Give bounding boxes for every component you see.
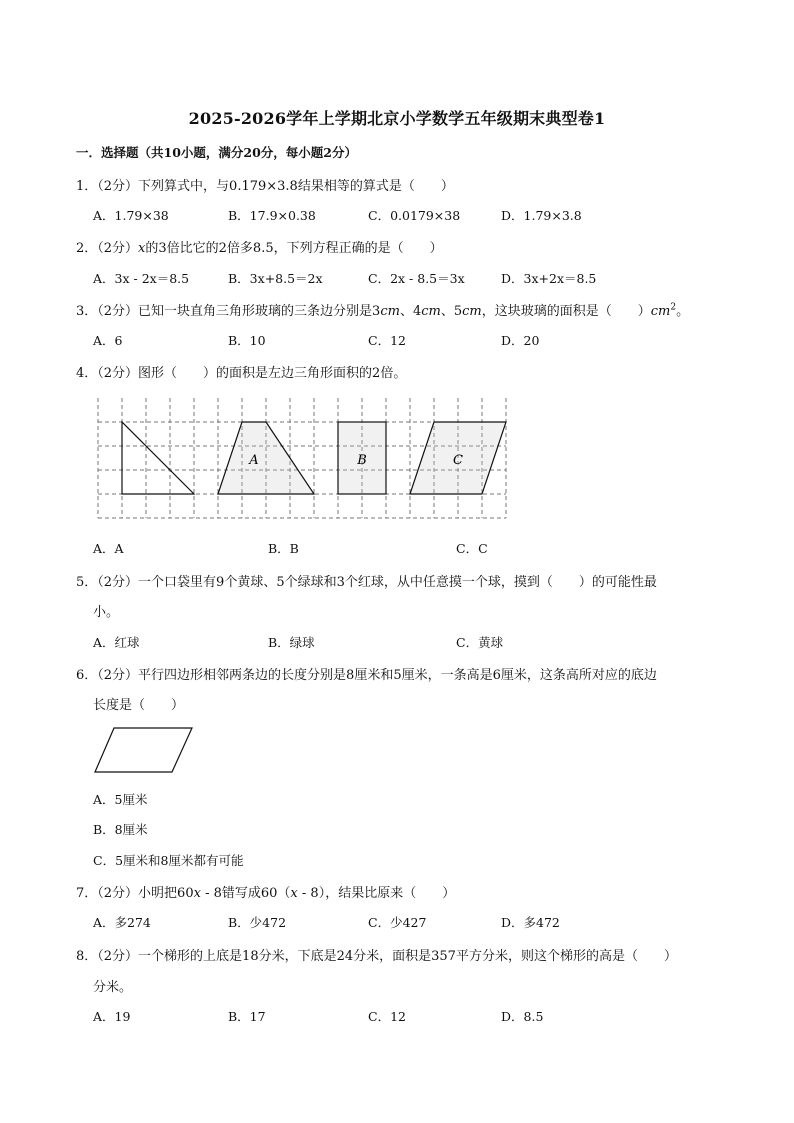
- question-6-option-a[interactable]: A．5厘米: [93, 792, 148, 807]
- question-3-option-d[interactable]: D．20: [501, 333, 540, 348]
- unit-cm: cm: [380, 304, 400, 319]
- unit-cm: cm: [421, 304, 441, 319]
- question-4-option-a[interactable]: A．A: [93, 541, 124, 556]
- question-2-stem: [76, 237, 443, 256]
- reference-triangle: [122, 422, 194, 494]
- question-8-stem-line1: 8．（2分）一个梯形的上底是18分米，下底是24分米，面积是357平方分米，则这个梯形的高是（ ）: [76, 949, 677, 964]
- question-5-stem-line1: 5．（2分）一个口袋里有9个黄球、5个绿球和3个红球，从中任意摸一个球，摸到（ ）的可能性最: [76, 575, 657, 590]
- question-1-option-c[interactable]: C．0.0179×38: [368, 208, 461, 223]
- question-6-parallelogram-figure: [92, 725, 196, 775]
- question-7-option-c[interactable]: C．少427: [368, 915, 427, 930]
- superscript-2: 2: [670, 302, 677, 313]
- question-4-option-c[interactable]: C．C: [456, 541, 488, 556]
- question-7-stem-part: 7．（2分）小明把60: [76, 886, 194, 901]
- question-2-option-c[interactable]: C．2x - 8.5＝3x: [368, 271, 465, 286]
- question-4-option-b[interactable]: B．B: [268, 541, 299, 556]
- question-3-stem: [76, 300, 689, 319]
- question-7-variable: x: [290, 886, 298, 901]
- question-8-option-b[interactable]: B．17: [228, 1009, 266, 1024]
- question-5-option-a[interactable]: A．红球: [93, 635, 140, 650]
- question-2-option-d[interactable]: D．3x+2x＝8.5: [501, 271, 597, 286]
- question-4-stem: 4．（2分）图形（ ）的面积是左边三角形面积的2倍。: [76, 366, 407, 381]
- question-3-stem-part: 、5: [440, 304, 463, 319]
- question-6-option-c[interactable]: C．5厘米和8厘米都有可能: [93, 853, 244, 868]
- question-2-variable: x: [138, 241, 146, 256]
- unit-cm: cm: [462, 304, 482, 319]
- question-5-option-b[interactable]: B．绿球: [268, 635, 315, 650]
- question-7-stem: [76, 882, 455, 901]
- question-3-stem-part: 、4: [399, 304, 422, 319]
- shape-b-label: B: [357, 453, 367, 468]
- shape-c-label: C: [453, 453, 463, 468]
- question-3-option-a[interactable]: A．6: [93, 333, 123, 348]
- question-3-stem-part: ，这块玻璃的面积是（ ）: [481, 304, 651, 319]
- question-3-stem-part: 。: [676, 304, 690, 319]
- question-8-stem-line2: 分米。: [93, 980, 133, 995]
- question-6-option-b[interactable]: B．8厘米: [93, 822, 148, 837]
- question-7-variable: x: [193, 886, 201, 901]
- page-title: 2025-2026学年上学期北京小学数学五年级期末典型卷1: [188, 109, 606, 128]
- question-7-stem-part: - 8错写成60（: [200, 886, 291, 901]
- question-8-option-c[interactable]: C．12: [368, 1009, 406, 1024]
- question-2-stem-part: 的3倍比它的2倍多8.5，下列方程正确的是（ ）: [145, 241, 443, 256]
- question-4-grid-figure: [92, 392, 512, 522]
- question-2-stem-part: 2．（2分）: [76, 241, 139, 256]
- shape-a-trapezoid: [218, 422, 314, 494]
- parallelogram-shape: [95, 728, 192, 772]
- question-1-stem: 1．（2分）下列算式中，与0.179×3.8结果相等的算式是（ ）: [76, 179, 454, 194]
- question-1-option-d[interactable]: D．1.79×3.8: [501, 208, 582, 223]
- question-7-option-b[interactable]: B．少472: [228, 915, 287, 930]
- question-8-option-d[interactable]: D．8.5: [501, 1009, 544, 1024]
- question-7-option-a[interactable]: A．多274: [93, 915, 151, 930]
- question-6-stem-line2: 长度是（ ）: [93, 698, 185, 713]
- question-8-option-a[interactable]: A．19: [93, 1009, 131, 1024]
- unit-cm: cm: [650, 304, 671, 319]
- question-1-option-b[interactable]: B．17.9×0.38: [228, 208, 316, 223]
- question-3-option-c[interactable]: C．12: [368, 333, 406, 348]
- question-3-stem-part: 3．（2分）已知一块直角三角形玻璃的三条边分别是3: [76, 304, 381, 319]
- shape-a-label: A: [249, 453, 259, 468]
- question-7-option-d[interactable]: D．多472: [501, 915, 560, 930]
- question-6-stem-line1: 6．（2分）平行四边形相邻两条边的长度分别是8厘米和5厘米，一条高是6厘米，这条高所对应的底边: [76, 668, 657, 683]
- question-5-stem-line2: 小。: [93, 605, 120, 620]
- question-2-option-a[interactable]: A．3x - 2x＝8.5: [93, 271, 190, 286]
- question-2-option-b[interactable]: B．3x+8.5＝2x: [228, 271, 323, 286]
- question-3-option-b[interactable]: B．10: [228, 333, 266, 348]
- question-1-option-a[interactable]: A．1.79×38: [93, 208, 169, 223]
- question-7-stem-part: - 8），结果比原来（ ）: [297, 886, 456, 901]
- question-5-option-c[interactable]: C．黄球: [456, 635, 504, 650]
- section-heading: 一．选择题（共10小题，满分20分，每小题2分）: [76, 145, 357, 160]
